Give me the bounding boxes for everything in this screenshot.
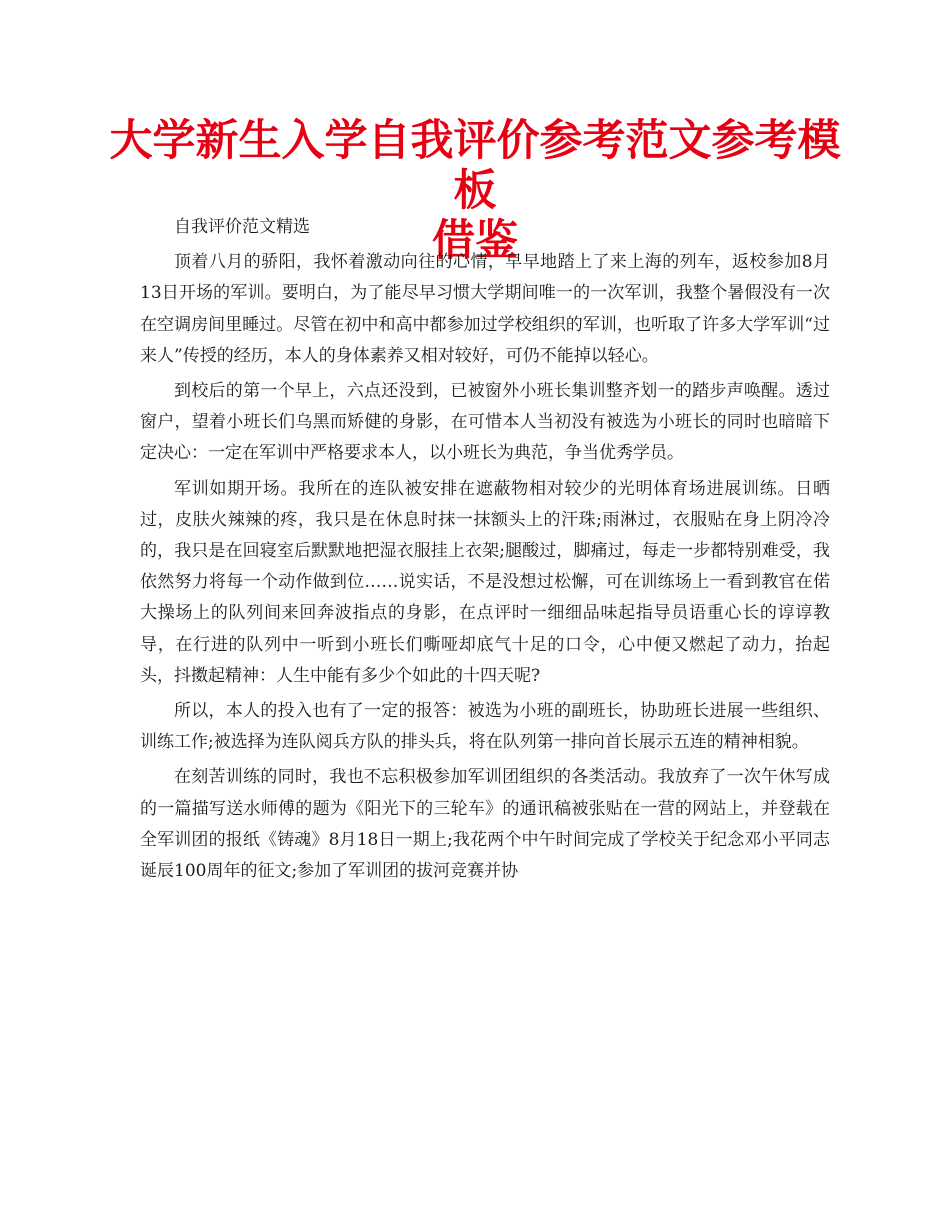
document-subheading: 自我评价范文精选 xyxy=(174,217,310,237)
document-title-line-1: 大学新生入学自我评价参考范文参考模板 xyxy=(109,116,841,216)
paragraph: 顶着八月的骄阳，我怀着激动向往的心情，早早地踏上了来上海的列车，返校参加8月13日开场的军训。要明白，为了能尽早习惯大学期间唯一的一次军训，我整个暑假没有一次在空调房间里睡过。尽管在初中和高中都参加过学校组织的军训，也听取了许多大学军训“过来人”传授的经历，本人的身体素养又相对较好，可仍不能掉以轻心。 xyxy=(140,252,830,366)
paragraph: 在刻苦训练的同时，我也不忘积极参加军训团组织的各类活动。我放弃了一次午休写成的一篇描写送水师傅的题为《阳光下的三轮车》的通讯稿被张贴在一营的网站上，并登载在全军训团的报纸《铸魂》8月18日一期上;我花两个中午时间完成了学校关于纪念邓小平同志诞辰100周年的征文;参加了军训团的拔河竞赛并协 xyxy=(140,767,830,882)
paragraph: 到校后的第一个早上，六点还没到，已被窗外小班长集训整齐划一的踏步声唤醒。透过窗户，望着小班长们乌黑而矫健的身影，在可惜本人当初没有被选为小班长的同时也暗暗下定决心：一定在军训中严格要求本人，以小班长为典范，争当优秀学员。 xyxy=(140,381,830,464)
document-title-line-2: 借鉴 xyxy=(432,216,518,266)
document-body xyxy=(140,212,830,887)
paragraph: 军训如期开场。我所在的连队被安排在遮蔽物相对较少的光明体育场进展训练。日晒过，皮肤火辣辣的疼，我只是在休息时抹一抹额头上的汗珠;雨淋过，衣服贴在身上阴冷冷的，我只是在回寝室后默默地把湿衣服挂上衣架;腿酸过，脚痛过，每走一步都特别难受，我依然努力将每一个动作做到位……说实话，不是没想过松懈，可在训练场上一看到教官在偌大操场上的队列间来回奔波指点的身影，在点评时一细细品味起指导员语重心长的谆谆教导，在行进的队列中一听到小班长们嘶哑却底气十足的口令，心中便又燃起了动力，抬起头，抖擞起精神：人生中能有多少个如此的十四天呢? xyxy=(140,478,830,686)
paragraph: 所以，本人的投入也有了一定的报答：被选为小班的副班长，协助班长进展一些组织、训练工作;被选择为连队阅兵方队的排头兵，将在队列第一排向首长展示五连的精神相貌。 xyxy=(140,701,830,753)
